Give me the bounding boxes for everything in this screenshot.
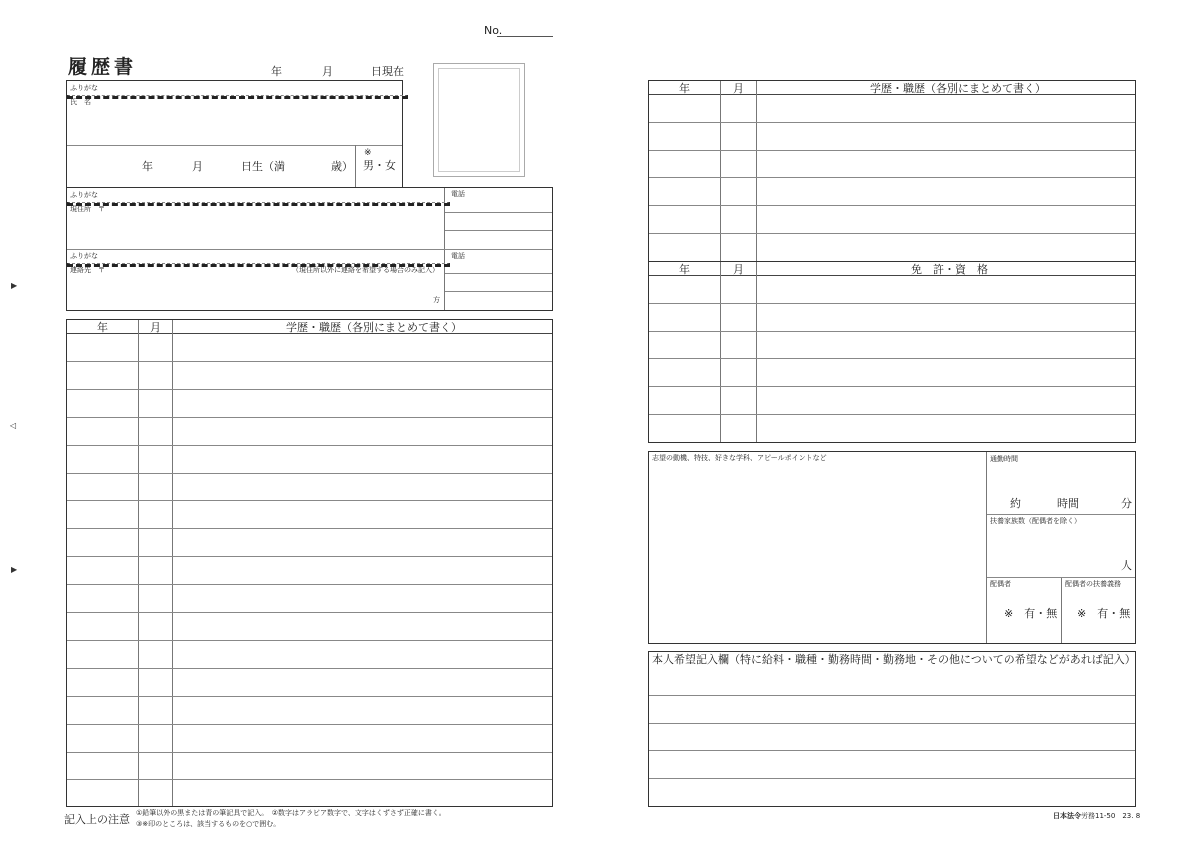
gender-options: 男・女 [363, 159, 396, 172]
request-row-line [649, 778, 1135, 779]
motivation-label: 志望の動機、特技、好きな学科、アピールポイントなど [652, 454, 827, 462]
licenses-table [648, 261, 1136, 443]
date-year-label: 年 [271, 65, 282, 78]
licenses-col-year: 年 [679, 263, 690, 276]
history-row-line [649, 150, 1135, 151]
phone-line [445, 230, 552, 231]
fold-marker-hollow: ◁ [10, 421, 17, 430]
publisher-name: 日本法令 [1053, 812, 1081, 820]
fold-marker-filled: ▶ [11, 565, 18, 574]
history-column-divider [172, 320, 173, 806]
birth-year-label: 年 [142, 160, 153, 173]
history-row-line [649, 177, 1135, 178]
motivation-divider [986, 452, 987, 643]
history-row-line [67, 445, 552, 446]
furigana-divider [67, 95, 408, 99]
address-furigana-label: ふりがな [70, 191, 98, 199]
form-code: 労務11-50 23. 8 [1081, 812, 1141, 820]
history-row-line [67, 752, 552, 753]
licenses-column-divider [720, 262, 721, 442]
history-col-desc: 学歴・職歴（各別にまとめて書く） [870, 82, 1046, 95]
history-col-desc: 学歴・職歴（各別にまとめて書く） [286, 321, 462, 334]
license-row-line [649, 358, 1135, 359]
history-row-line [67, 500, 552, 501]
gender-divider [355, 145, 356, 187]
history-table-right [648, 80, 1136, 262]
request-row-line [649, 695, 1135, 696]
dependents-unit: 人 [1121, 559, 1132, 572]
history-column-divider [720, 81, 721, 261]
motivation-section [648, 451, 1136, 644]
dependents-label: 扶養家族数（配偶者を除く） [990, 517, 1081, 525]
spouse-label: 配偶者 [990, 580, 1011, 588]
name-divider [67, 145, 402, 146]
birth-day-label: 日生（満 [241, 160, 285, 173]
history-row-line [67, 417, 552, 418]
contact-note: （現住所以外に連絡を希望する場合のみ記入） [292, 266, 439, 274]
photo-area [433, 63, 525, 177]
address-divider [67, 249, 552, 250]
license-row-line [649, 331, 1135, 332]
licenses-col-desc: 免 許・資 格 [911, 263, 988, 276]
notes-line-1: ①鉛筆以外の黒または青の筆記具で記入。 ②数字はアラビア数字で、文字はくずさず正確に書く。 [136, 809, 446, 817]
page-title: 履歴書 [68, 56, 138, 78]
history-row-line [67, 724, 552, 725]
spouse-support-label: 配偶者の扶養義務 [1065, 580, 1121, 588]
history-table-left [66, 319, 553, 807]
birth-age-label: 歳） [331, 160, 353, 173]
history-row-line [67, 528, 552, 529]
history-row-line [67, 556, 552, 557]
history-row-line [67, 389, 552, 390]
phone-label: 電話 [451, 252, 465, 260]
notes-line-2: ③※印のところは、該当するものを○で囲む。 [136, 820, 281, 828]
spouse-value: ※ 有・無 [1004, 607, 1058, 620]
spouse-divider [1061, 578, 1062, 643]
licenses-col-month: 月 [733, 263, 744, 276]
requests-section [648, 651, 1136, 807]
date-month-label: 月 [322, 65, 333, 78]
license-row-line [649, 386, 1135, 387]
history-col-year: 年 [97, 321, 108, 334]
birth-month-label: 月 [192, 160, 203, 173]
history-row-line [649, 233, 1135, 234]
contact-suffix: 方 [433, 296, 440, 304]
spouse-support-value: ※ 有・無 [1077, 607, 1131, 620]
document-number-line [497, 36, 553, 37]
commute-about: 約 [1010, 497, 1021, 510]
phone-line [445, 291, 552, 292]
contact-furigana-label: ふりがな [70, 252, 98, 260]
fold-marker-filled: ▶ [11, 281, 18, 290]
phone-line [445, 212, 552, 213]
date-current-label: 日現在 [371, 65, 404, 78]
address-label: 現住所 〒 [70, 205, 105, 213]
request-row-line [649, 750, 1135, 751]
history-row-line [67, 361, 552, 362]
history-row-line [67, 640, 552, 641]
gender-mark: ※ [364, 148, 372, 158]
commute-label: 通勤時間 [990, 455, 1018, 463]
history-column-divider [138, 320, 139, 806]
history-row-line [649, 122, 1135, 123]
license-row-line [649, 303, 1135, 304]
name-furigana-label: ふりがな [70, 84, 98, 92]
history-row-line [67, 584, 552, 585]
history-row-line [67, 696, 552, 697]
address-furigana-divider [67, 202, 450, 206]
name-label: 氏 名 [70, 98, 91, 106]
notes-heading: 記入上の注意 [64, 813, 130, 826]
history-row-line [67, 473, 552, 474]
requests-label: 本人希望記入欄（特に給料・職種・勤務時間・勤務地・その他についての希望などがあれば記入） [652, 653, 1136, 666]
contact-label: 連絡先 〒 [70, 266, 105, 274]
history-col-year: 年 [679, 82, 690, 95]
commute-hours: 時間 [1057, 497, 1079, 510]
licenses-header-divider [649, 275, 1135, 276]
history-column-divider [756, 81, 757, 261]
phone-label: 電話 [451, 190, 465, 198]
history-row-line [67, 612, 552, 613]
licenses-column-divider [756, 262, 757, 442]
commute-minutes: 分 [1121, 497, 1132, 510]
document-number-label: No. [484, 24, 503, 37]
history-row-line [649, 205, 1135, 206]
history-row-line [67, 668, 552, 669]
commute-divider [987, 514, 1135, 515]
phone-line [445, 273, 552, 274]
history-col-month: 月 [150, 321, 161, 334]
history-col-month: 月 [733, 82, 744, 95]
request-row-line [649, 723, 1135, 724]
history-row-line [67, 779, 552, 780]
photo-frame [438, 68, 520, 172]
license-row-line [649, 414, 1135, 415]
